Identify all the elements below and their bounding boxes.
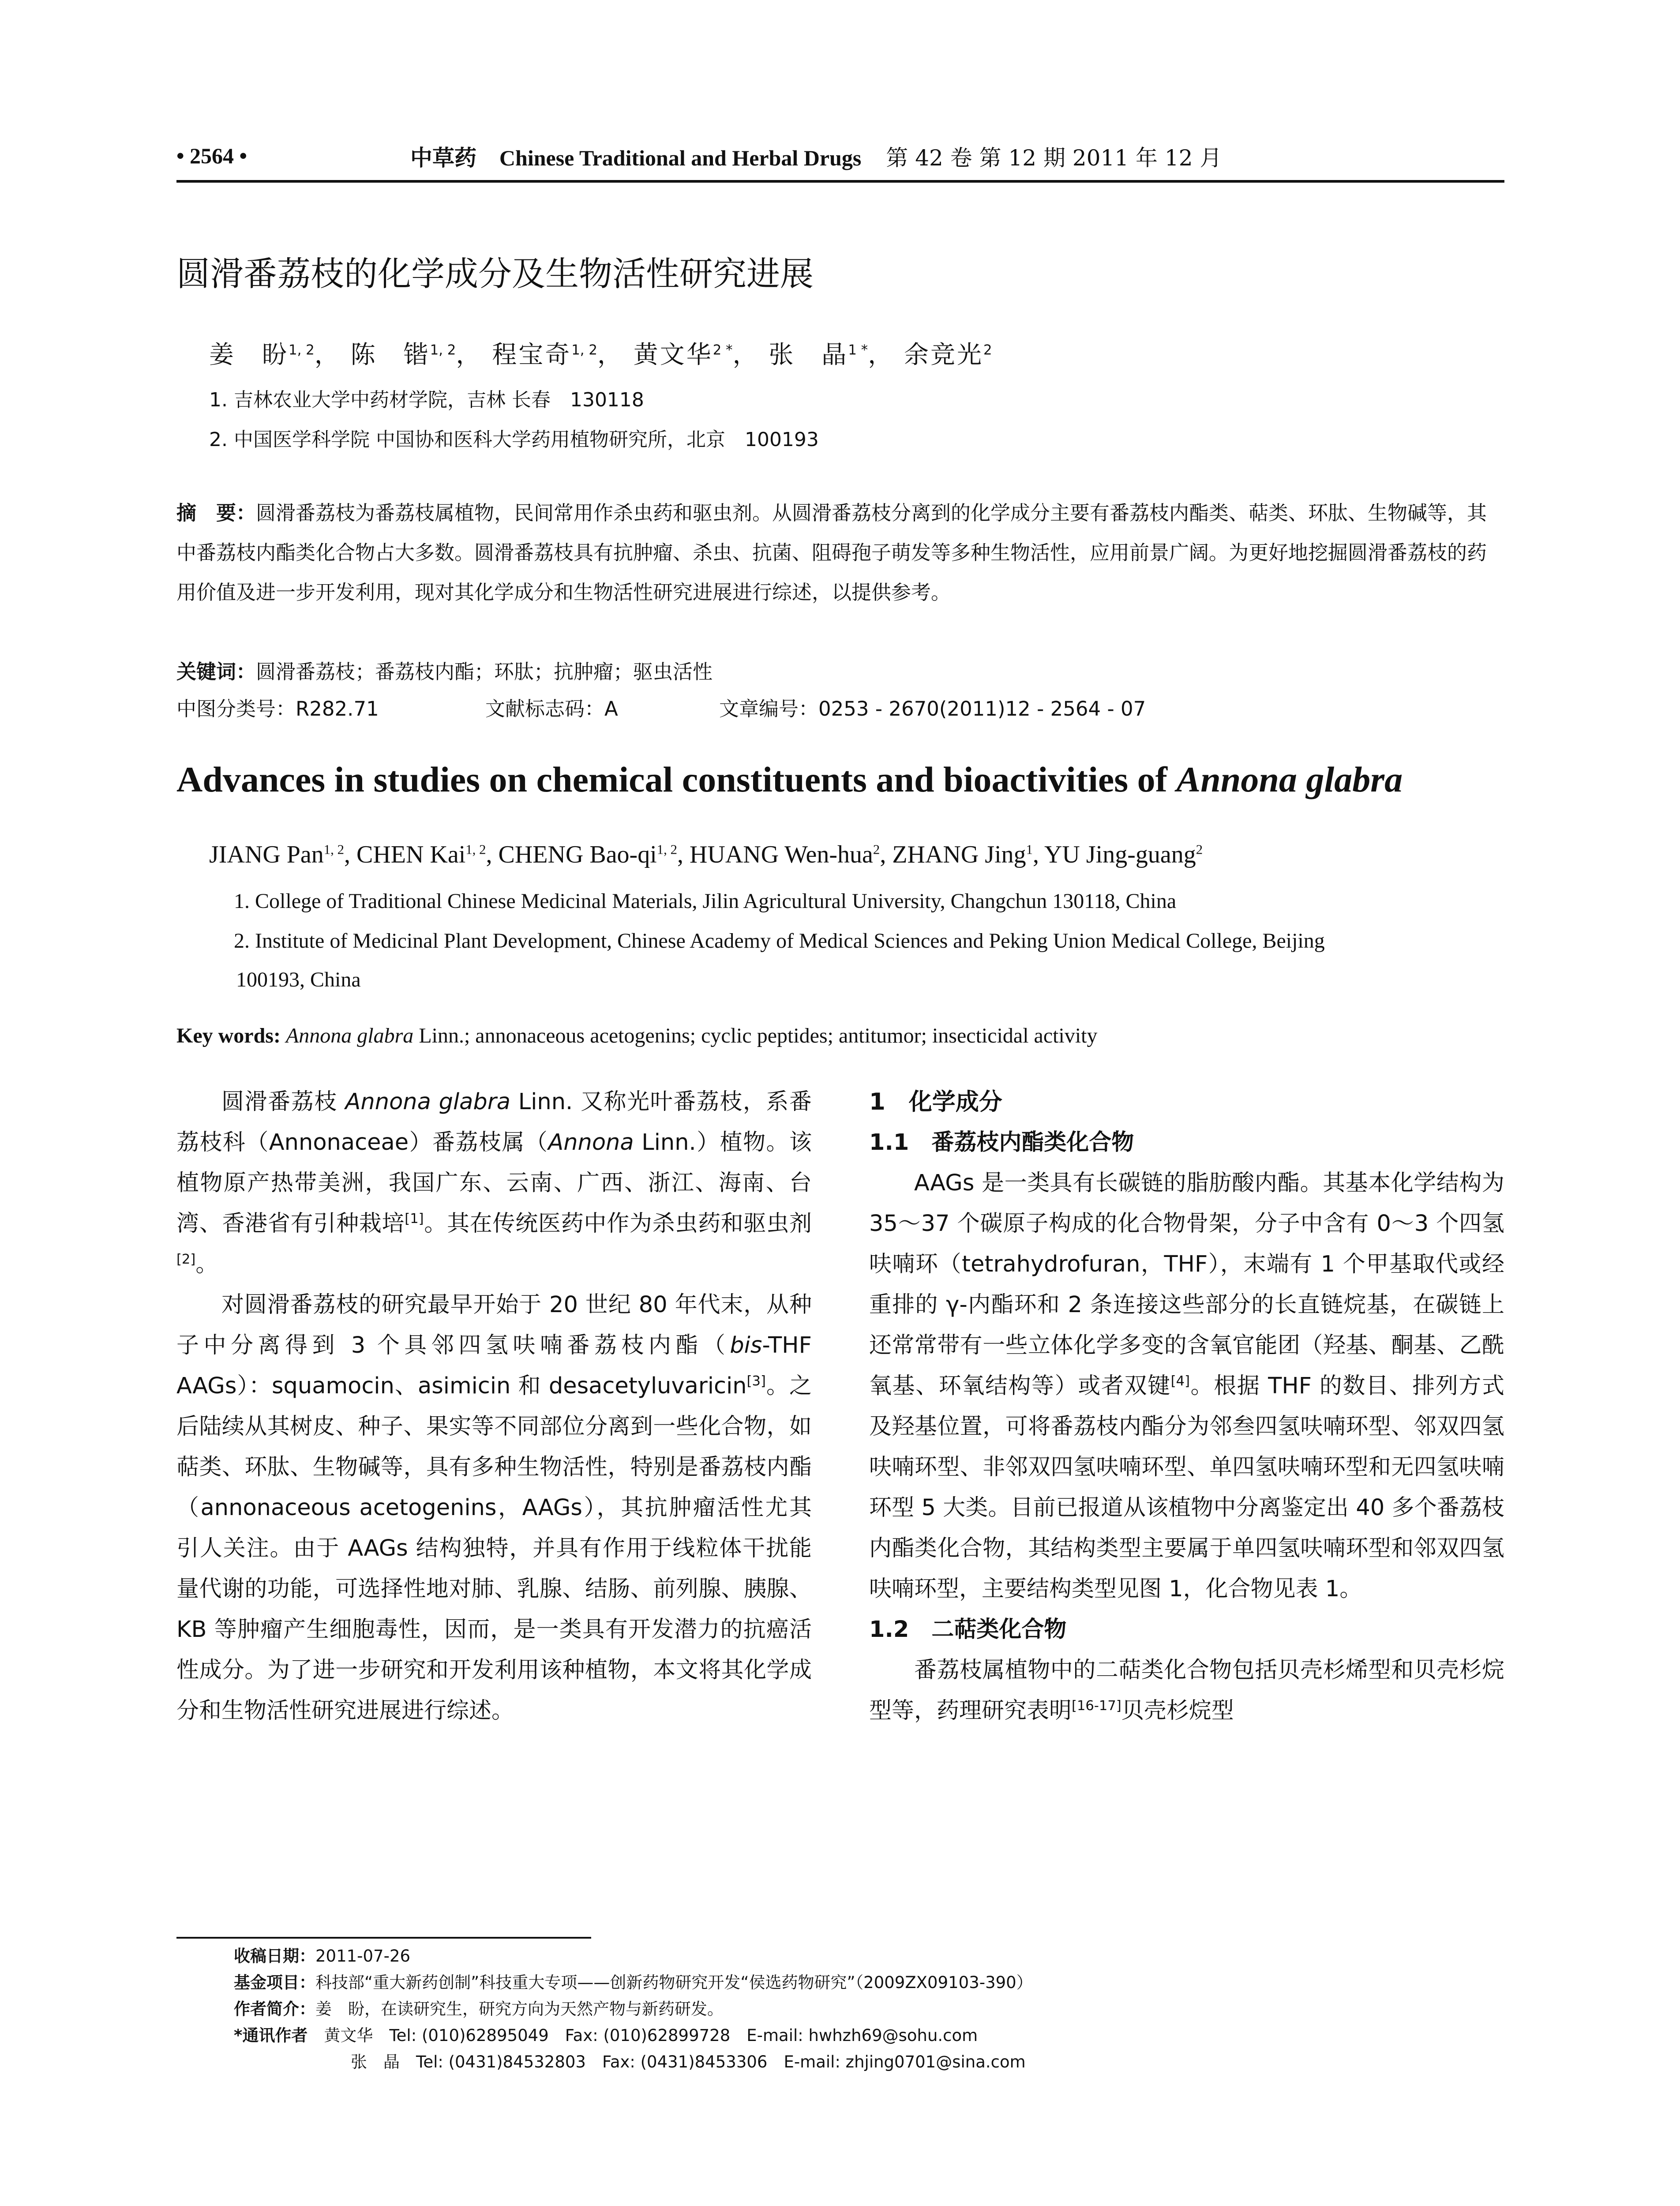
affiliation-en-1: 1. College of Traditional Chinese Medicinal Materials, Jilin Agricultural University, Changchun 130118, China bbox=[234, 889, 1177, 913]
article-number: 文章编号：0253 - 2670(2011)12 - 2564 - 07 bbox=[719, 697, 1146, 720]
author-affil-mark: 1, 2 bbox=[430, 342, 456, 358]
authors-zh: 姜 盼$^{1, 2}$， 陈 锴$^{1, 2}$， 程宝奇$^{1, 2}$， 黄文华$^{2 *}$， 张 晶$^{1 *}$， 余竞光$^2$ bbox=[209, 341, 992, 369]
citation: [3] bbox=[746, 1373, 766, 1389]
affiliation-en-2-cont: 100193, China bbox=[236, 968, 361, 991]
title-en-text: Advances in studies on chemical constituents and bioactivities of bbox=[176, 759, 1177, 799]
header-rule bbox=[176, 180, 1504, 183]
paragraph: 番荔枝属植物中的二萜类化合物包括贝壳杉烯型和贝壳杉烷型等，药理研究表明[16-17]贝壳杉烷型 bbox=[869, 1657, 1504, 1724]
author-name: 张 晶 bbox=[769, 341, 848, 369]
classification-line bbox=[176, 693, 1146, 721]
author-affil-mark: 2 * bbox=[712, 342, 733, 358]
author-affil-mark: 1, 2 bbox=[656, 842, 677, 857]
title-en-species: Annona glabra bbox=[1176, 759, 1403, 799]
body-column-left bbox=[176, 1082, 812, 1731]
footnote-corresponding: *通讯作者 黄文华 Tel: (010)62895049 Fax: (010)62899728 E-mail: hwhzh69@sohu.com bbox=[234, 2026, 978, 2045]
subsection-heading: 1.2 二萜类化合物 bbox=[869, 1617, 1067, 1643]
footnote-received: 收稿日期：2011-07-26 bbox=[234, 1947, 411, 1966]
keywords-en-species: Annona glabra bbox=[285, 1024, 414, 1047]
author-name: 程宝奇 bbox=[492, 341, 572, 369]
paragraph: 圆滑番荔枝 Annona glabra Linn. 又称光叶番荔枝，系番荔枝科（Annonaceae）番荔枝属（Annona Linn.）植物。该植物原产热带美洲，我国广东、云南、广西、浙江、海南、台湾、香港省有引种栽培[1]。其在传统医药中作为杀虫药和驱虫剂[2]。 bbox=[176, 1089, 812, 1277]
affiliation-en-2: 2. Institute of Medicinal Plant Development, Chinese Academy of Medical Sciences and Peking Union Medical College, Beijing bbox=[234, 929, 1325, 953]
author-name-en: CHEN Kai bbox=[356, 841, 466, 868]
article-title-zh: 圆滑番荔枝的化学成分及生物活性研究进展 bbox=[176, 254, 814, 293]
journal-info bbox=[410, 140, 1222, 172]
keywords-en-label: Key words: bbox=[176, 1024, 281, 1047]
author-name: 黄文华 bbox=[633, 341, 713, 369]
author-affil-mark: 2 bbox=[873, 842, 880, 857]
author-affil-mark: 1, 2 bbox=[571, 342, 597, 358]
journal-name-zh: 中草药 bbox=[410, 145, 476, 171]
author-affil-mark: 1 * bbox=[848, 342, 868, 358]
footnote-rule bbox=[176, 1937, 591, 1939]
author-name: 余竞光 bbox=[904, 341, 983, 369]
abstract-label: 摘 要： bbox=[176, 501, 256, 525]
footnote-corresponding-2: 张 晶 Tel: (0431)84532803 Fax: (0431)8453306 E-mail: zhjing0701@sina.com bbox=[351, 2052, 1026, 2071]
author-name-en: JIANG Pan bbox=[209, 841, 324, 868]
article-title-en bbox=[176, 759, 1402, 800]
citation: [4] bbox=[1170, 1373, 1190, 1389]
author-name-en: YU Jing-guang bbox=[1044, 841, 1196, 868]
footnote-author: 作者简介：姜 盼，在读研究生，研究方向为天然产物与新药研发。 bbox=[234, 2000, 724, 2018]
authors-en: JIANG Pan$^{1, 2}$, CHEN Kai$^{1, 2}$, CHENG Bao-qi$^{1, 2}$, HUANG Wen-hua$^2$, ZHANG Jing$^1$, YU Jing-guang$^2$ bbox=[209, 841, 1203, 868]
author-affil-mark: 1, 2 bbox=[323, 842, 344, 857]
document-code: 文献标志码：A bbox=[485, 697, 618, 720]
affiliation-zh-2: 2. 中国医学科学院 中国协和医科大学药用植物研究所，北京 100193 bbox=[209, 428, 819, 451]
keywords-label: 关键词： bbox=[176, 660, 256, 683]
journal-issue: 第 42 卷 第 12 期 2011 年 12 月 bbox=[886, 145, 1222, 171]
author-affil-mark: 1, 2 bbox=[465, 842, 486, 857]
page-number: • 2564 • bbox=[176, 143, 248, 168]
author-affil-mark: 1 bbox=[1026, 842, 1033, 857]
body-column-right bbox=[869, 1082, 1504, 1731]
citation: [1] bbox=[405, 1211, 424, 1227]
keywords-en bbox=[176, 1024, 1098, 1048]
author-name: 陈 锴 bbox=[350, 341, 430, 369]
footnote-fund: 基金项目：科技部“重大新药创制”科技重大专项——创新药物研究开发“侯选药物研究”（2009ZX09103-390） bbox=[234, 1973, 1033, 1992]
author-name: 姜 盼 bbox=[209, 341, 289, 369]
affiliation-zh-1: 1. 吉林农业大学中药材学院，吉林 长春 130118 bbox=[209, 389, 644, 411]
keywords-zh bbox=[176, 652, 1504, 692]
paragraph: AAGs 是一类具有长碳链的脂肪酸内酯。其基本化学结构为 35～37 个碳原子构成的化合物骨架，分子中含有 0～3 个四氢呋喃环（tetrahydrofuran，THF），末端有 1 个甲基取代或经重排的 γ-内酯环和 2 条连接这些部分的长直链烷基，在碳链上还常常带有一些立体化学多变的含氧官能团（羟基、酮基、乙酰氧基、环氧结构等）或者双键[4]。根据 THF 的数目、排列方式及羟基位置，可将番荔枝内酯分为邻叁四氢呋喃环型、邻双四氢呋喃环型、非邻双四氢呋喃环型、单四氢呋喃环型和无四氢呋喃环型 5 大类。目前已报道从该植物中分离鉴定出 40 多个番荔枝内酯类化合物，其结构类型主要属于单四氢呋喃环型和邻双四氢呋喃环型，主要结构类型见图 1，化合物见表 1。 bbox=[869, 1170, 1504, 1602]
author-affil-mark: 2 bbox=[1196, 842, 1203, 857]
citation: [16-17] bbox=[1072, 1698, 1121, 1714]
journal-name-en: Chinese Traditional and Herbal Drugs bbox=[499, 146, 862, 170]
section-heading: 1 化学成分 bbox=[869, 1088, 1002, 1115]
abstract-zh bbox=[176, 493, 1504, 612]
author-name-en: HUANG Wen-hua bbox=[689, 841, 873, 868]
keywords-en-text: Linn.; annonaceous acetogenins; cyclic peptides; antitumor; insecticidal activity bbox=[413, 1024, 1098, 1047]
keywords-text: 圆滑番荔枝；番荔枝内酯；环肽；抗肿瘤；驱虫活性 bbox=[256, 660, 713, 683]
author-name-en: ZHANG Jing bbox=[892, 841, 1026, 868]
citation: [2] bbox=[176, 1252, 196, 1267]
abstract-text: 圆滑番荔枝为番荔枝属植物，民间常用作杀虫药和驱虫剂。从圆滑番荔枝分离到的化学成分主要有番荔枝内酯类、萜类、环肽、生物碱等，其中番荔枝内酯类化合物占大多数。圆滑番荔枝具有抗肿瘤、杀虫、抗菌、阻碍孢子萌发等多种生物活性，应用前景广阔。为更好地挖掘圆滑番荔枝的药用价值及进一步开发利用，现对其化学成分和生物活性研究进展进行综述，以提供参考。 bbox=[176, 501, 1487, 604]
paragraph: 对圆滑番荔枝的研究最早开始于 20 世纪 80 年代末，从种子中分离得到 3 个具邻四氢呋喃番荔枝内酯（bis-THF AAGs）：squamocin、asimicin 和 desacetyluvaricin[3]。之后陆续从其树皮、种子、果实等不同部位分离到一些化合物，如萜类、环肽、生物碱等，具有多种生物活性，特别是番荔枝内酯（annonaceous acetogenins，AAGs），其抗肿瘤活性尤其引人关注。由于 AAGs 结构独特，并具有作用于线粒体干扰能量代谢的功能，可选择性地对肺、乳腺、结肠、前列腺、胰腺、KB 等肿瘤产生细胞毒性，因而，是一类具有开发潜力的抗癌活性成分。为了进一步研究和开发利用该种植物，本文将其化学成分和生物活性研究进展进行综述。 bbox=[176, 1292, 812, 1724]
author-affil-mark: 1, 2 bbox=[289, 342, 315, 358]
author-name-en: CHENG Bao-qi bbox=[498, 841, 657, 868]
page-header bbox=[176, 140, 1504, 183]
subsection-heading: 1.1 番荔枝内酯类化合物 bbox=[869, 1129, 1134, 1156]
author-affil-mark: 2 bbox=[983, 342, 992, 358]
clc-number: 中图分类号：R282.71 bbox=[176, 697, 379, 720]
